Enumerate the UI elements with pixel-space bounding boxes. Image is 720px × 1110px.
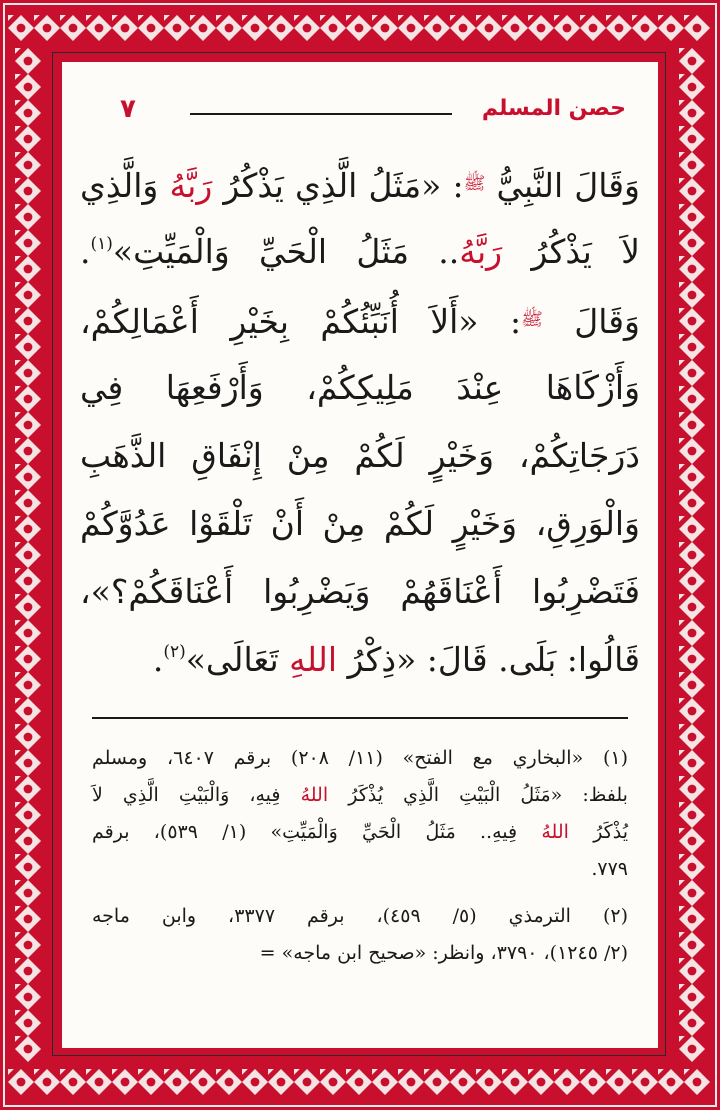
- border-dot: [688, 473, 697, 482]
- text-line: [80, 422, 640, 490]
- border-dot: [24, 759, 33, 768]
- footnotes: [92, 740, 628, 972]
- border-dot: [303, 1078, 312, 1087]
- border-dot: [688, 707, 697, 716]
- border-dot: [69, 24, 78, 33]
- border-dot: [433, 24, 442, 33]
- hadith-text: [80, 150, 640, 694]
- border-dot: [24, 473, 33, 482]
- text-segment: وَأَزْكَاهَا عِنْدَ مَلِيكِكُمْ، وَأَرْفَعِهَا فِي: [80, 368, 640, 407]
- border-dot: [688, 369, 697, 378]
- border-dot: [459, 24, 468, 33]
- page-number: ٧: [120, 94, 136, 124]
- border-dot: [24, 83, 33, 92]
- text-segment: (١) «البخاري مع الفتح» (١١/ ٢٠٨) برقم ٦٤٠٧، ومسلم: [92, 747, 628, 769]
- book-title: حصن المسلم: [481, 96, 626, 121]
- border-dot: [688, 941, 697, 950]
- border-dot: [693, 24, 702, 33]
- border-dot: [688, 967, 697, 976]
- border-dot: [24, 837, 33, 846]
- border-dot: [688, 57, 697, 66]
- border-dot: [24, 889, 33, 898]
- footnote: [92, 898, 628, 972]
- border-dot: [641, 1078, 650, 1087]
- border-dot: [688, 1019, 697, 1028]
- border-dot: [147, 24, 156, 33]
- border-dot: [563, 24, 572, 33]
- header-rule: [190, 113, 452, 115]
- border-dot: [329, 1078, 338, 1087]
- border-dot: [563, 1078, 572, 1087]
- border-dot: [24, 681, 33, 690]
- footnote-ref: (١): [90, 234, 113, 254]
- text-segment: بلفظ: «مَثَلُ الْبَيْتِ الَّذِي يُذْكَرُ: [328, 784, 628, 806]
- border-dot: [24, 161, 33, 170]
- text-line: [80, 626, 640, 694]
- border-dot: [537, 1078, 546, 1087]
- footnote-line: [92, 814, 628, 851]
- border-dot: [225, 1078, 234, 1087]
- text-segment: قَالُوا: بَلَى. قَالَ: «ذِكْرُ: [336, 640, 640, 679]
- border-dot: [688, 551, 697, 560]
- border-dot: [24, 707, 33, 716]
- border-dot: [251, 1078, 260, 1087]
- border-dot: [69, 1078, 78, 1087]
- border-dot: [688, 733, 697, 742]
- border-dot: [24, 915, 33, 924]
- text-segment: اللهُ: [300, 784, 329, 806]
- border-dot: [615, 24, 624, 33]
- border-dot: [24, 395, 33, 404]
- border-dot: [688, 499, 697, 508]
- border-dot: [24, 187, 33, 196]
- border-dot: [381, 24, 390, 33]
- border-dot: [641, 24, 650, 33]
- border-dot: [688, 577, 697, 586]
- border-dot: [17, 24, 26, 33]
- text-segment: فِيهِ.. مَثَلُ الْحَيِّ وَالْمَيِّتِ» (١/ ٥٣٩)، برقم: [92, 821, 542, 843]
- border-dot: [589, 1078, 598, 1087]
- border-dot: [121, 24, 130, 33]
- text-segment: .. مَثَلُ الْحَيِّ وَالْمَيِّتِ»: [112, 232, 460, 271]
- text-segment: يُذْكَرُ: [568, 821, 628, 843]
- border-dot: [589, 24, 598, 33]
- text-line: [80, 490, 640, 558]
- border-dot: [693, 1078, 702, 1087]
- text-line: [80, 286, 640, 354]
- border-dot: [24, 447, 33, 456]
- footnote-ref: (٢): [163, 642, 186, 662]
- border-dot: [24, 499, 33, 508]
- border-dot: [688, 837, 697, 846]
- border-dot: [459, 1078, 468, 1087]
- border-dot: [24, 629, 33, 638]
- footnote-gap: [92, 888, 628, 898]
- border-dot: [24, 1045, 33, 1054]
- border-dot: [407, 24, 416, 33]
- border-dot: [381, 1078, 390, 1087]
- border-dot: [688, 239, 697, 248]
- border-dot: [688, 343, 697, 352]
- text-segment: .: [152, 640, 164, 679]
- border-dot: [688, 83, 697, 92]
- text-segment: لاَ يَذْكُرُ: [502, 232, 640, 271]
- border-dot: [688, 187, 697, 196]
- border-dot: [24, 57, 33, 66]
- border-dot: [688, 759, 697, 768]
- border-dot: [173, 1078, 182, 1087]
- border-dot: [688, 629, 697, 638]
- footnote-divider: [92, 717, 628, 719]
- border-dot: [615, 1078, 624, 1087]
- text-segment: دَرَجَاتِكُمْ، وَخَيْرٍ لَكُمْ مِنْ إِنْفَاقِ الذَّهَبِ: [80, 436, 640, 475]
- border-dot: [24, 811, 33, 820]
- text-segment: رَبَّهُ: [169, 166, 213, 205]
- border-dot: [688, 291, 697, 300]
- text-segment: فَتَضْرِبُوا أَعْنَاقَهُمْ وَيَضْرِبُوا أَعْنَاقَكُمْ؟»،: [80, 572, 640, 611]
- border-dot: [24, 265, 33, 274]
- footnote-line: [92, 740, 628, 777]
- border-dot: [355, 1078, 364, 1087]
- border-dot: [688, 785, 697, 794]
- text-segment: (٢/ ١٢٤٥)، ٣٧٩٠، وانظر: «صحيح ابن ماجه» =: [259, 942, 628, 964]
- border-dot: [17, 1078, 26, 1087]
- footnote-line: [92, 935, 628, 972]
- border-dot: [688, 421, 697, 430]
- text-segment: تَعَالَى»: [185, 640, 290, 679]
- border-dot: [24, 343, 33, 352]
- border-dot: [688, 915, 697, 924]
- footnote: [92, 740, 628, 888]
- text-segment: فِيهِ، وَالْبَيْتِ الَّذِي لاَ: [92, 784, 301, 806]
- border-dot: [24, 551, 33, 560]
- border-dot: [24, 733, 33, 742]
- border-dot: [225, 24, 234, 33]
- border-dot: [251, 24, 260, 33]
- text-segment: : «مَثَلُ الَّذِي يَذْكُرُ: [212, 166, 464, 205]
- border-dot: [277, 24, 286, 33]
- border-dot: [537, 24, 546, 33]
- text-segment: اللهُ: [541, 821, 569, 843]
- border-dot: [688, 265, 697, 274]
- text-segment: ٧٧٩.: [591, 858, 628, 880]
- salawat-glyph: ﷺ: [521, 309, 543, 330]
- border-dot: [43, 1078, 52, 1087]
- text-segment: وَقَالَ: [542, 302, 640, 341]
- border-dot: [407, 1078, 416, 1087]
- border-dot: [95, 1078, 104, 1087]
- border-dot: [173, 24, 182, 33]
- border-dot: [277, 1078, 286, 1087]
- text-line: [80, 150, 640, 218]
- text-segment: وَالَّذِي: [80, 166, 170, 205]
- border-dot: [688, 863, 697, 872]
- text-line: [80, 354, 640, 422]
- border-dot: [24, 655, 33, 664]
- border-dot: [303, 24, 312, 33]
- border-dot: [688, 213, 697, 222]
- border-dot: [688, 525, 697, 534]
- text-line: [80, 558, 640, 626]
- border-dot: [95, 24, 104, 33]
- border-dot: [24, 785, 33, 794]
- border-dot: [688, 603, 697, 612]
- border-dot: [147, 1078, 156, 1087]
- border-dot: [24, 421, 33, 430]
- text-segment: (٢) الترمذي (٥/ ٤٥٩)، برقم ٣٣٧٧، وابن ماجه: [92, 905, 628, 927]
- border-dot: [688, 681, 697, 690]
- border-dot: [24, 213, 33, 222]
- border-dot: [24, 993, 33, 1002]
- text-segment: وَالْوَرِقِ، وَخَيْرٍ لَكُمْ مِنْ أَنْ تَلْقَوْا عَدُوَّكُمْ: [80, 504, 640, 543]
- border-dot: [485, 24, 494, 33]
- text-segment: اللهِ: [289, 640, 337, 679]
- border-dot: [667, 24, 676, 33]
- border-dot: [24, 1019, 33, 1028]
- text-segment: .: [80, 232, 91, 271]
- border-dot: [485, 1078, 494, 1087]
- border-dot: [688, 655, 697, 664]
- border-dot: [688, 447, 697, 456]
- border-dot: [667, 1078, 676, 1087]
- border-dot: [688, 811, 697, 820]
- border-dot: [199, 1078, 208, 1087]
- border-dot: [24, 967, 33, 976]
- border-dot: [688, 395, 697, 404]
- salawat-glyph: ﷺ: [463, 173, 486, 194]
- border-dot: [24, 603, 33, 612]
- border-dot: [24, 317, 33, 326]
- border-dot: [24, 941, 33, 950]
- border-dot: [43, 24, 52, 33]
- text-segment: وَقَالَ النَّبِيُّ: [485, 166, 640, 205]
- page-header: [0, 92, 720, 138]
- text-segment: رَبَّهُ: [459, 232, 503, 271]
- border-dot: [355, 24, 364, 33]
- border-dot: [511, 1078, 520, 1087]
- footnote-line: [92, 898, 628, 935]
- border-dot: [688, 889, 697, 898]
- border-dot: [24, 239, 33, 248]
- footnote-line: [92, 777, 628, 814]
- border-dot: [688, 993, 697, 1002]
- border-dot: [199, 24, 208, 33]
- border-dot: [688, 1045, 697, 1054]
- border-dot: [433, 1078, 442, 1087]
- text-segment: : «أَلاَ أُنَبِّئُكُمْ بِخَيْرِ أَعْمَالِكُمْ،: [80, 302, 522, 341]
- border-dot: [24, 291, 33, 300]
- border-dot: [329, 24, 338, 33]
- border-dot: [688, 317, 697, 326]
- border-dot: [121, 1078, 130, 1087]
- border-dot: [24, 577, 33, 586]
- border-dot: [688, 161, 697, 170]
- text-line: [80, 218, 640, 286]
- border-dot: [24, 525, 33, 534]
- footnote-line: [92, 851, 628, 888]
- border-dot: [511, 24, 520, 33]
- border-dot: [24, 369, 33, 378]
- border-dot: [24, 863, 33, 872]
